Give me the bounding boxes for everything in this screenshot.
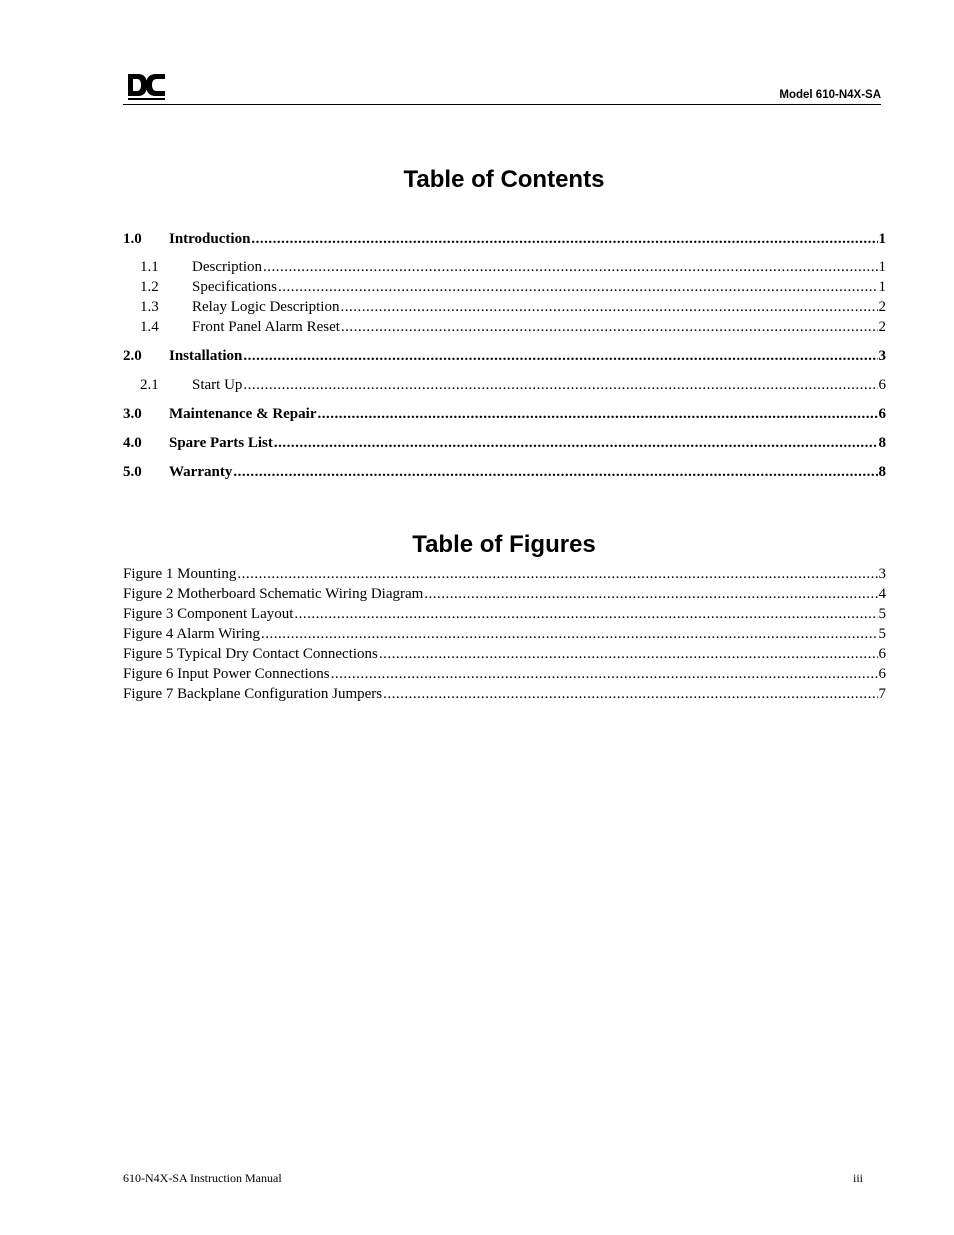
dot-leader: [379, 645, 878, 663]
figure-entry[interactable]: [123, 645, 886, 663]
toc-entry[interactable]: [123, 230, 886, 248]
figure-entry[interactable]: [123, 665, 886, 683]
figure-entry-page: 6: [878, 666, 886, 682]
toc-entry[interactable]: [140, 298, 886, 316]
figure-entry-title: Figure 1 Mounting: [123, 566, 237, 582]
dot-leader: [340, 298, 877, 316]
figure-entry[interactable]: [123, 585, 886, 603]
toc-entry[interactable]: [123, 463, 886, 481]
dot-leader: [424, 585, 877, 603]
figure-entry-title: Figure 2 Motherboard Schematic Wiring Diagram: [123, 586, 424, 602]
toc-entry-title: Relay Logic Description: [192, 299, 340, 315]
toc-entry-page: 3: [878, 348, 886, 364]
figure-entry[interactable]: [123, 625, 886, 643]
figure-entry-page: 4: [878, 586, 886, 602]
dot-leader: [237, 565, 877, 583]
figure-entry-page: 7: [878, 686, 886, 702]
toc-entry-page: 8: [878, 435, 886, 451]
dot-leader: [294, 605, 877, 623]
toc-entry[interactable]: [140, 376, 886, 394]
toc-entry-page: 1: [878, 259, 886, 275]
toc-entry-title: Spare Parts List: [169, 435, 273, 451]
figure-entry-title: Figure 5 Typical Dry Contact Connections: [123, 646, 378, 662]
toc-entry-page: 2: [878, 299, 886, 315]
figure-entry[interactable]: [123, 565, 886, 583]
toc-entry-number: 4.0: [123, 435, 142, 451]
figure-entry[interactable]: [123, 605, 886, 623]
page-header: [123, 70, 881, 105]
toc-entry[interactable]: [140, 318, 886, 336]
figure-entry-title: Figure 7 Backplane Configuration Jumpers: [123, 686, 383, 702]
toc-entry-page: 1: [878, 231, 886, 247]
model-label: Model 610-N4X-SA: [779, 89, 881, 101]
dot-leader: [274, 434, 878, 452]
company-logo-icon: [126, 72, 166, 102]
toc-entry-title: Front Panel Alarm Reset: [192, 319, 340, 335]
toc-entry-title: Start Up: [192, 377, 243, 393]
toc-entry-title: Maintenance & Repair: [169, 406, 317, 422]
dot-leader: [331, 665, 878, 683]
toc-entry[interactable]: [123, 434, 886, 452]
dot-leader: [383, 685, 877, 703]
dot-leader: [317, 405, 877, 423]
footer-page-number: iii: [853, 1171, 864, 1185]
toc-entry[interactable]: [140, 258, 886, 276]
toc-entry-title: Introduction: [169, 231, 251, 247]
toc-entry-number: 5.0: [123, 464, 142, 480]
dot-leader: [341, 318, 878, 336]
figure-entry-title: Figure 3 Component Layout: [123, 606, 294, 622]
figure-entry-page: 5: [878, 626, 886, 642]
toc-entry-number: 1.0: [123, 231, 142, 247]
dot-leader: [278, 278, 878, 296]
dot-leader: [251, 230, 877, 248]
dot-leader: [243, 347, 877, 365]
toc-entry-title: Warranty: [169, 464, 233, 480]
toc-entry-number: 3.0: [123, 406, 142, 422]
figure-entry-page: 5: [878, 606, 886, 622]
dot-leader: [243, 376, 877, 394]
figure-entry-page: 3: [878, 566, 886, 582]
toc-entry-page: 1: [878, 279, 886, 295]
toc-entry-number: 2.0: [123, 348, 142, 364]
toc-entry-number: 1.2: [140, 279, 159, 295]
toc-heading: Table of Contents: [403, 166, 605, 193]
dot-leader: [263, 258, 878, 276]
toc-entry-number: 1.4: [140, 319, 159, 335]
toc-entry-title: Installation: [169, 348, 243, 364]
toc-entry[interactable]: [123, 405, 886, 423]
figure-entry-page: 6: [878, 646, 886, 662]
dot-leader: [233, 463, 877, 481]
toc-entry[interactable]: [140, 278, 886, 296]
toc-entry-title: Description: [192, 259, 262, 275]
toc-entry-number: 2.1: [140, 377, 159, 393]
toc-entry-page: 6: [878, 377, 886, 393]
toc-entry[interactable]: [123, 347, 886, 365]
footer-manual-title: 610-N4X-SA Instruction Manual: [123, 1171, 282, 1185]
figure-entry-title: Figure 4 Alarm Wiring: [123, 626, 261, 642]
toc-entry-number: 1.1: [140, 259, 159, 275]
toc-entry-number: 1.3: [140, 299, 159, 315]
toc-entry-title: Specifications: [192, 279, 277, 295]
toc-entry-page: 6: [878, 406, 886, 422]
figure-entry-title: Figure 6 Input Power Connections: [123, 666, 330, 682]
toc-entry-page: 2: [878, 319, 886, 335]
dot-leader: [261, 625, 877, 643]
toc-entry-page: 8: [878, 464, 886, 480]
tof-heading: Table of Figures: [412, 531, 596, 558]
figure-entry[interactable]: [123, 685, 886, 703]
